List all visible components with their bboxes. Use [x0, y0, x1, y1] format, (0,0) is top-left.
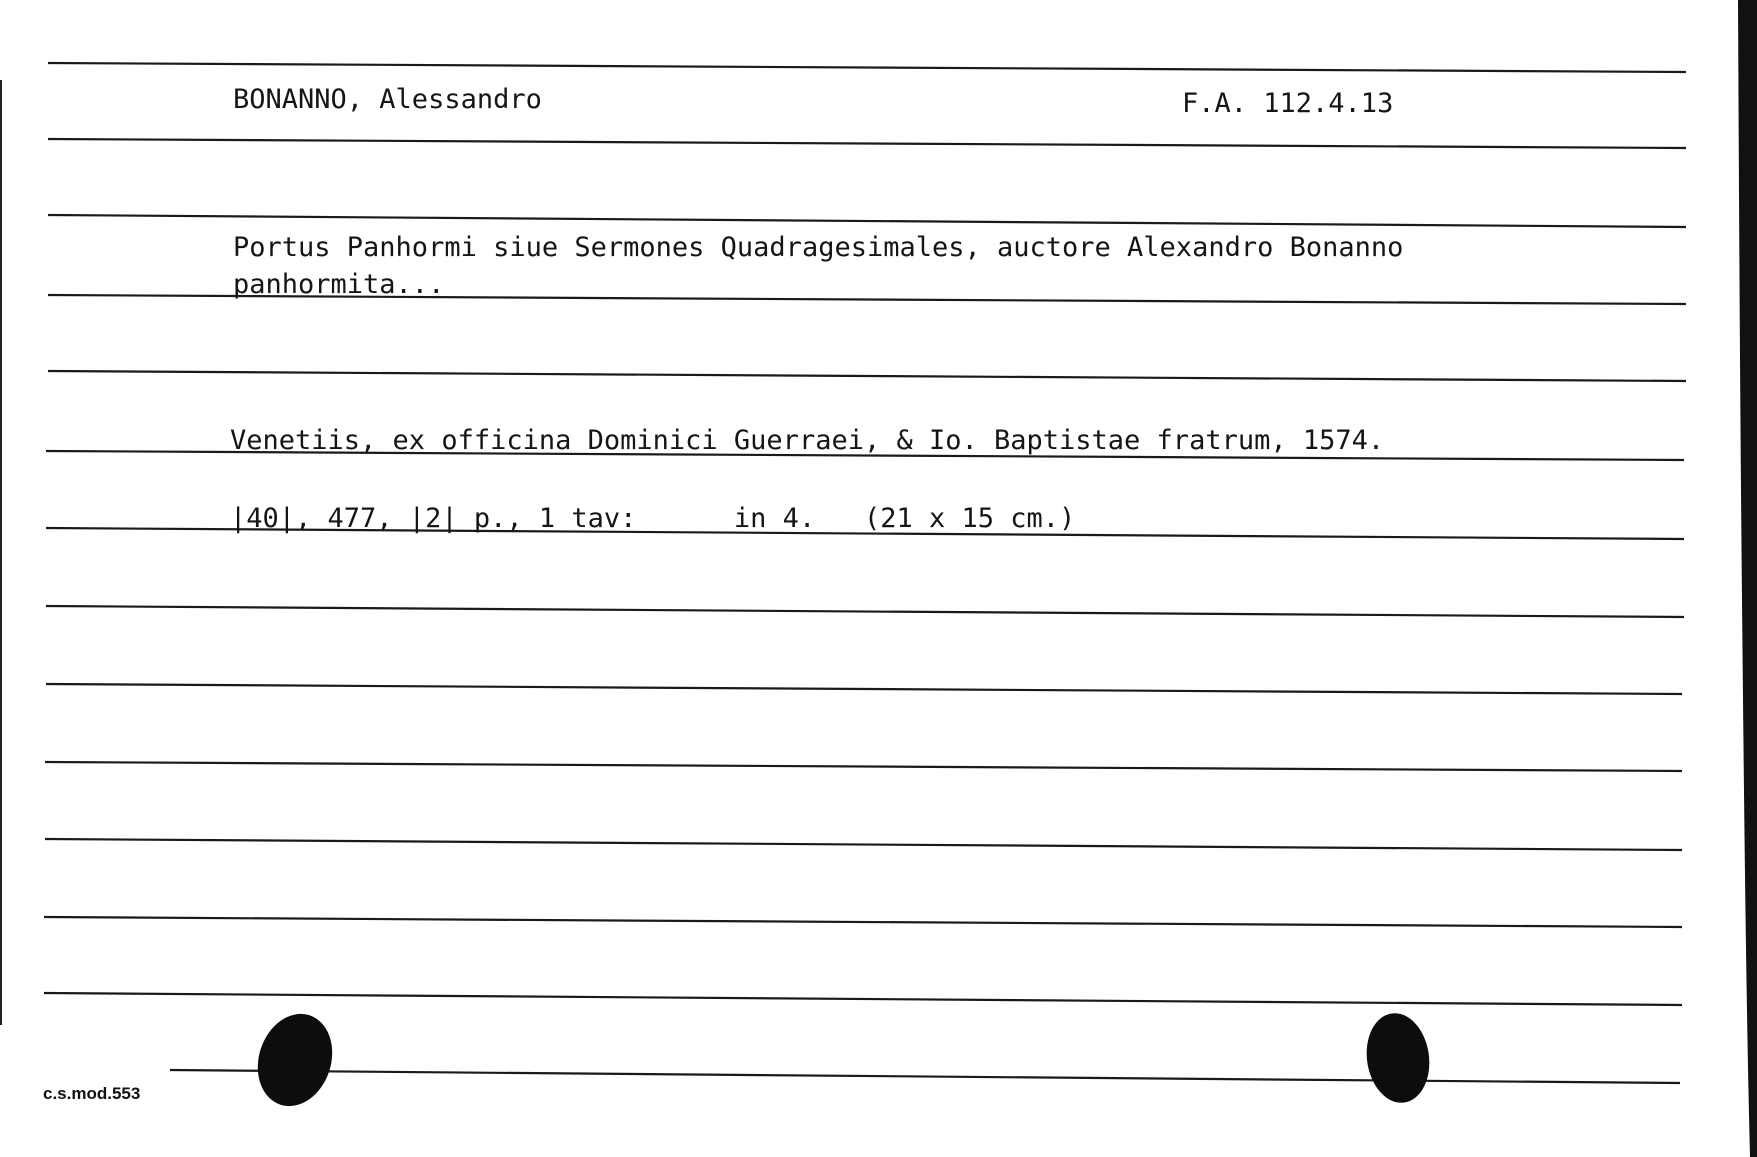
- title-line-2: panhormita...: [233, 269, 445, 300]
- rule-line: [45, 762, 1682, 771]
- imprint: Venetiis, ex officina Dominici Guerraei, & Io. Baptistae fratrum, 1574.: [230, 425, 1385, 456]
- punch-hole-left: [246, 1004, 344, 1116]
- rule-line: [44, 917, 1682, 927]
- rule-line: [48, 63, 1686, 72]
- rule-line: [48, 139, 1686, 148]
- rule-line: [170, 1070, 1680, 1083]
- rule-line: [48, 215, 1686, 227]
- rule-line: [46, 684, 1682, 694]
- author-heading: BONANNO, Alessandro: [233, 84, 542, 115]
- shelfmark: F.A. 112.4.13: [1182, 88, 1394, 119]
- form-code: c.s.mod.553: [43, 1084, 141, 1103]
- rule-line: [48, 371, 1686, 381]
- punch-hole-right: [1361, 1009, 1435, 1107]
- rule-line: [46, 606, 1684, 617]
- card-edge-shadow: [1738, 0, 1757, 1157]
- rule-line: [45, 839, 1682, 850]
- title-line-1: Portus Panhormi siue Sermones Quadragesimales, auctore Alexandro Bonanno: [233, 232, 1404, 263]
- rule-line: [44, 993, 1682, 1005]
- collation: |40|, 477, |2| p., 1 tav: in 4. (21 x 15 cm.): [230, 503, 1076, 534]
